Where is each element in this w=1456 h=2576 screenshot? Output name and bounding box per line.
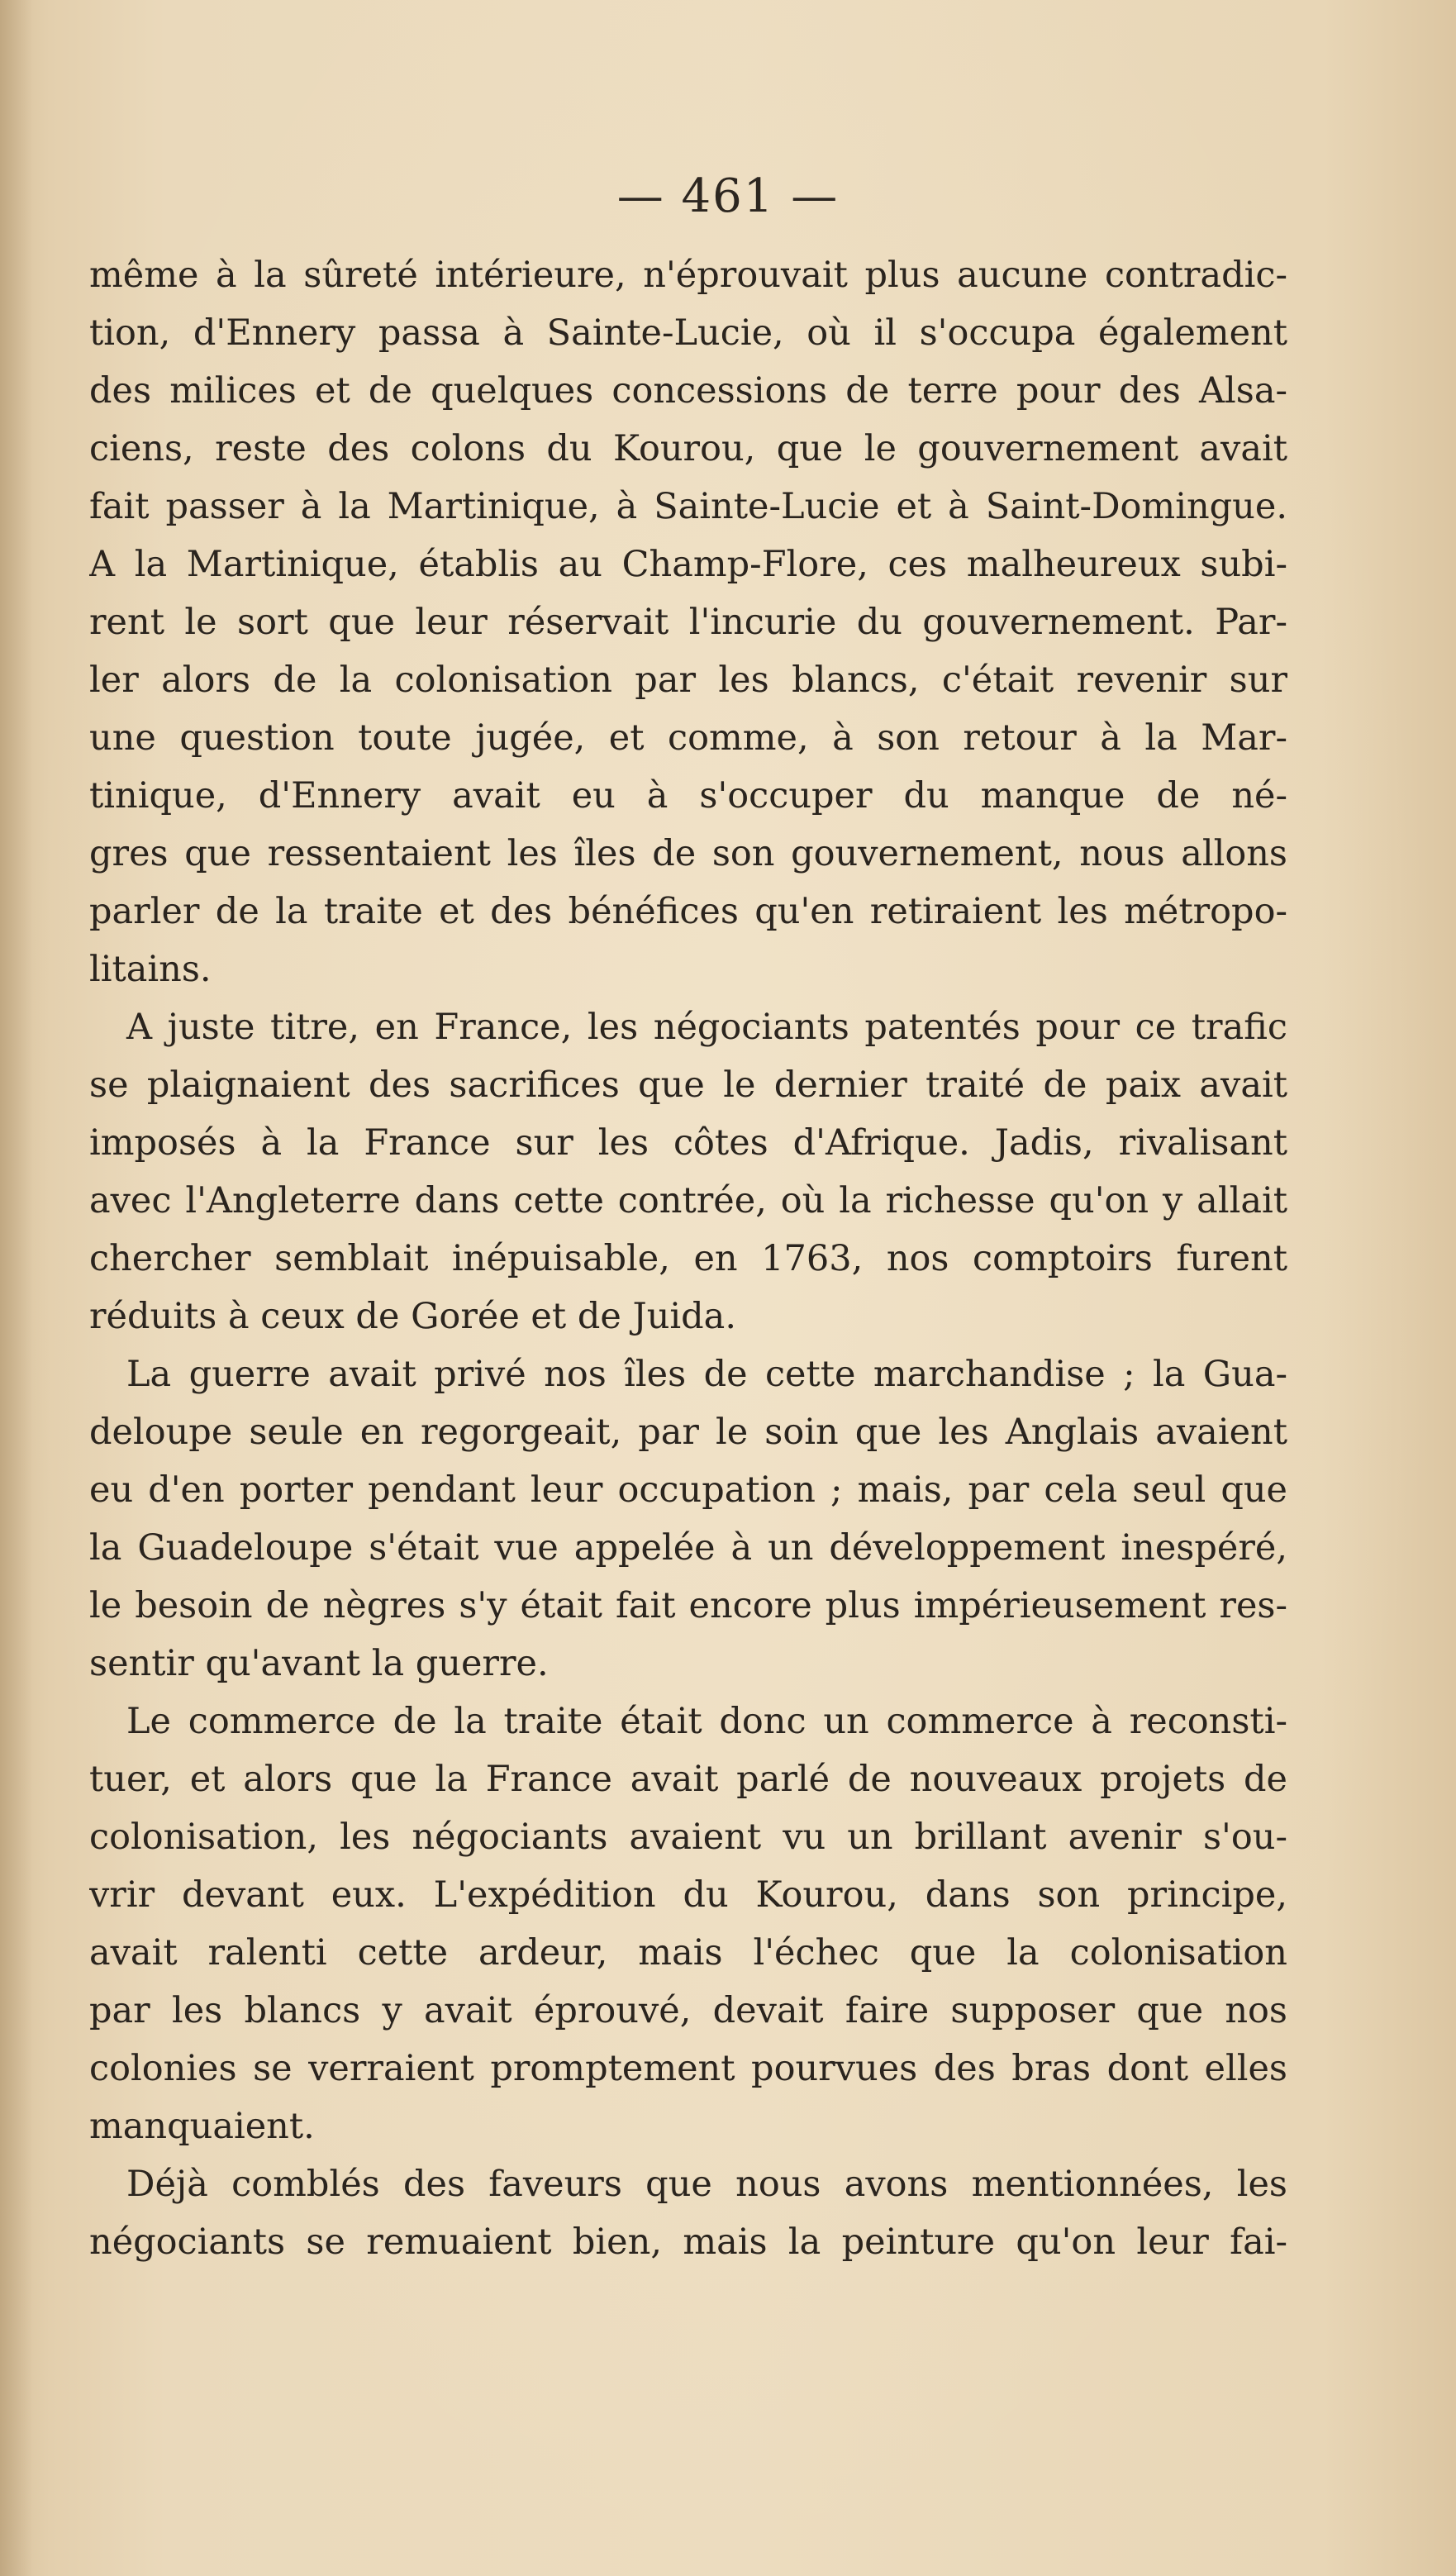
text-line: avec l'Angleterre dans cette contrée, où la richesse qu'on y allait bbox=[89, 1180, 1287, 1221]
body-text bbox=[89, 246, 1287, 2271]
text-line: ciens, reste des colons du Kourou, que le gouvernement avait bbox=[89, 428, 1287, 469]
text-line: tuer, et alors que la France avait parlé de nouveaux projets de bbox=[89, 1759, 1287, 1800]
text-line: rent le sort que leur réservait l'incurie du gouvernement. Par- bbox=[89, 602, 1287, 643]
text-line: A la Martinique, établis au Champ-Flore, ces malheureux subi- bbox=[89, 544, 1287, 585]
text-line: des milices et de quelques concessions de terre pour des Alsa- bbox=[89, 370, 1287, 412]
text-line: le besoin de nègres s'y était fait encore plus impérieusement res- bbox=[89, 1585, 1287, 1626]
text-line: colonies se verraient promptement pourvues des bras dont elles bbox=[89, 2048, 1287, 2089]
page-number: — 461 — bbox=[616, 169, 840, 223]
text-line: vrir devant eux. L'expédition du Kourou, dans son principe, bbox=[89, 1874, 1287, 1916]
text-line: ler alors de la colonisation par les blancs, c'était revenir sur bbox=[89, 659, 1287, 701]
text-line: colonisation, les négociants avaient vu un brillant avenir s'ou- bbox=[89, 1817, 1287, 1858]
text-line: une question toute jugée, et comme, à son retour à la Mar- bbox=[89, 717, 1287, 759]
text-line: La guerre avait privé nos îles de cette marchandise ; la Gua- bbox=[126, 1354, 1287, 1395]
text-line: gres que ressentaient les îles de son gouvernement, nous allons bbox=[89, 833, 1287, 874]
text-line: la Guadeloupe s'était vue appelée à un développement inespéré, bbox=[89, 1527, 1287, 1569]
text-line: fait passer à la Martinique, à Sainte-Lucie et à Saint-Domingue. bbox=[89, 486, 1287, 527]
text-line: par les blancs y avait éprouvé, devait faire supposer que nos bbox=[89, 1990, 1287, 2031]
text-line: tion, d'Ennery passa à Sainte-Lucie, où il s'occupa également bbox=[89, 312, 1287, 354]
text-line: chercher semblait inépuisable, en 1763, nos comptoirs furent bbox=[89, 1238, 1287, 1279]
text-line: manquaient. bbox=[89, 2106, 315, 2147]
text-line: se plaignaient des sacrifices que le dernier traité de paix avait bbox=[89, 1064, 1287, 1106]
text-line: Le commerce de la traite était donc un commerce à reconsti- bbox=[126, 1701, 1287, 1742]
text-line: litains. bbox=[89, 949, 212, 990]
text-line: sentir qu'avant la guerre. bbox=[89, 1643, 549, 1684]
text-line: Déjà comblés des faveurs que nous avons mentionnées, les bbox=[126, 2164, 1287, 2205]
text-line: imposés à la France sur les côtes d'Afrique. Jadis, rivalisant bbox=[89, 1122, 1287, 1164]
text-line: même à la sûreté intérieure, n'éprouvait plus aucune contradic- bbox=[89, 255, 1287, 296]
text-line: A juste titre, en France, les négociants patentés pour ce trafic bbox=[126, 1007, 1287, 1048]
text-line: parler de la traite et des bénéfices qu'en retiraient les métropo- bbox=[89, 891, 1287, 932]
text-line: avait ralenti cette ardeur, mais l'échec que la colonisation bbox=[89, 1932, 1287, 1974]
text-line: réduits à ceux de Gorée et de Juida. bbox=[89, 1296, 736, 1337]
text-line: négociants se remuaient bien, mais la peinture qu'on leur fai- bbox=[89, 2221, 1287, 2263]
text-line: deloupe seule en regorgeait, par le soin que les Anglais avaient bbox=[89, 1412, 1287, 1453]
text-line: eu d'en porter pendant leur occupation ; mais, par cela seul que bbox=[89, 1469, 1287, 1511]
text-line: tinique, d'Ennery avait eu à s'occuper du manque de né- bbox=[89, 775, 1287, 817]
